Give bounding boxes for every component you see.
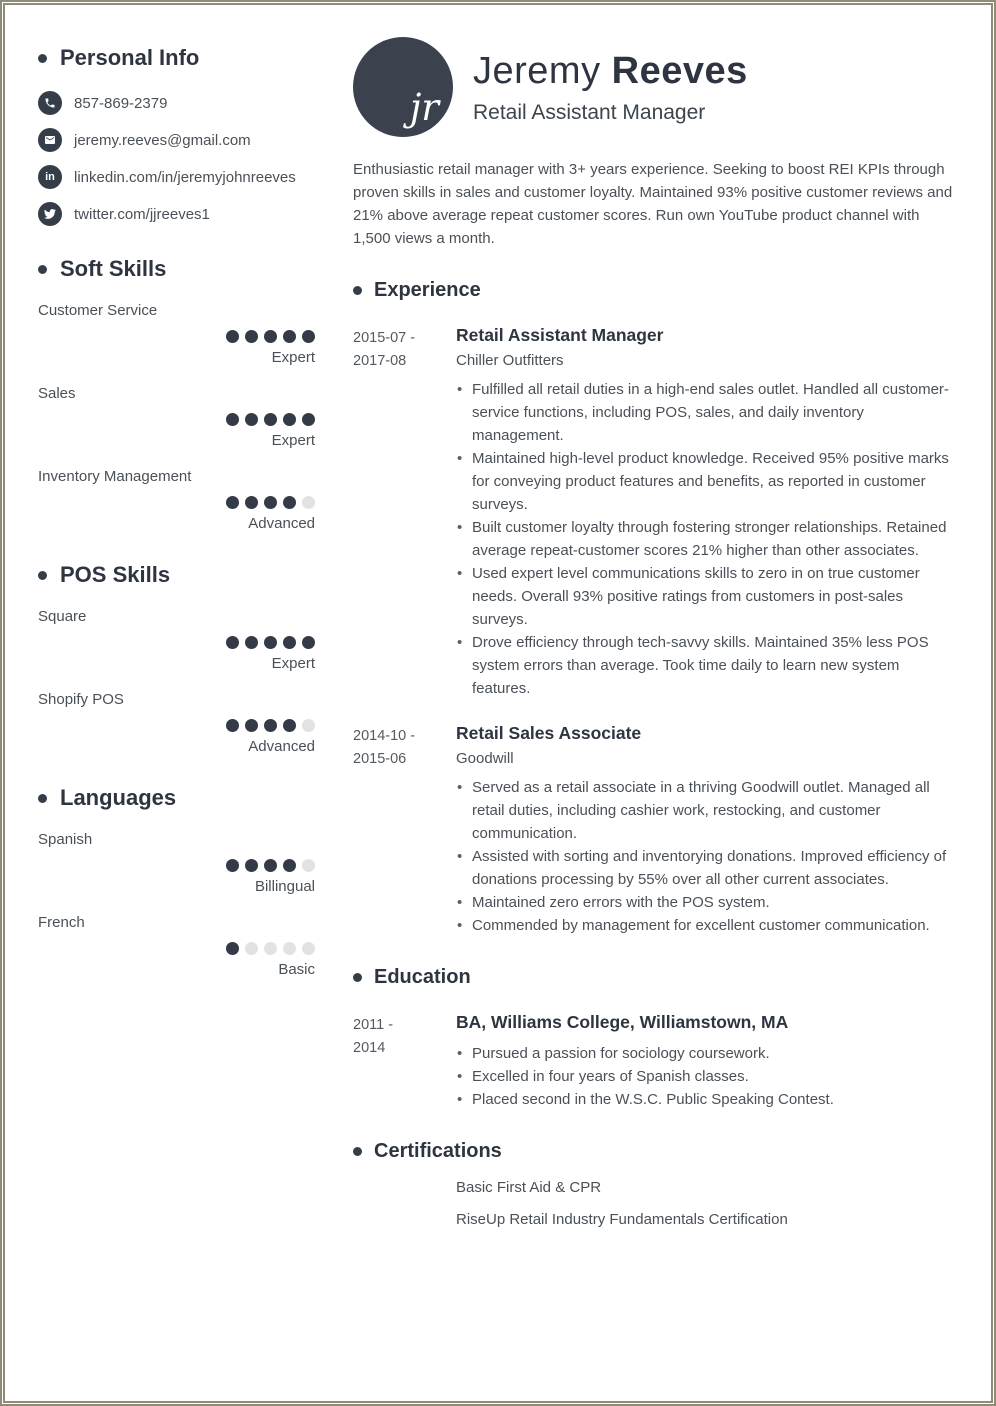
last-name: Reeves [611, 49, 748, 92]
level-dot [302, 859, 315, 872]
twitter-url[interactable]: twitter.com/jjreeves1 [74, 205, 210, 223]
level-dot [283, 719, 296, 732]
level-dot [264, 636, 277, 649]
email-address[interactable]: jeremy.reeves@gmail.com [74, 131, 251, 149]
skill-level-label: Advanced [248, 738, 315, 755]
section-bullet-icon [353, 973, 362, 982]
level-dot [226, 330, 239, 343]
skill-name: Customer Service [38, 302, 158, 319]
level-dot [264, 719, 277, 732]
job-bullet: • Served as a retail associate in a thriving Goodwill outlet. Managed all retail duties, including cashier work, restocking, and customer communication. [456, 776, 953, 845]
person-name [473, 50, 748, 93]
soft-skills-heading-label: Soft Skills [60, 256, 167, 281]
pos-skills-heading [38, 562, 315, 588]
entry-body [456, 325, 953, 700]
job-bullet-list [456, 776, 953, 937]
skill-item [38, 302, 315, 366]
education-bullet: • Excelled in four years of Spanish classes. [456, 1065, 953, 1088]
language-item [38, 831, 315, 895]
job-title: Retail Assistant Manager [456, 325, 664, 345]
section-bullet-icon [353, 286, 362, 295]
date-from: 2014-10 - [353, 728, 416, 744]
section-bullet-icon [38, 571, 47, 580]
education-bullet: • Pursued a passion for sociology coursework. [456, 1042, 953, 1065]
email-icon [38, 128, 62, 152]
skill-level-dots [38, 413, 315, 426]
job-bullet: • Commended by management for excellent customer communication. [456, 914, 953, 937]
education-entry [353, 1012, 953, 1111]
level-dot [302, 496, 315, 509]
phone-number: 857-869-2379 [74, 94, 168, 112]
languages-heading [38, 785, 315, 811]
job-bullet: • Fulfilled all retail duties in a high-end sales outlet. Handled all customer-service functions, including POS, sales, and daily inventory management. [456, 378, 953, 447]
first-name: Jeremy [473, 49, 601, 92]
certifications-heading [353, 1140, 953, 1163]
phone-icon [38, 91, 62, 115]
job-bullet: • Built customer loyalty through fostering stronger relationships. Retained average repeat-customer scores 21% higher than other associates. [456, 516, 953, 562]
level-dot [245, 413, 258, 426]
sidebar [5, 5, 315, 1401]
contact-row-email [38, 128, 315, 152]
level-dot [264, 330, 277, 343]
level-dot [245, 859, 258, 872]
linkedin-url[interactable]: linkedin.com/in/jeremyjohnreeves [74, 168, 296, 186]
level-dot [283, 942, 296, 955]
job-title: Retail Sales Associate [456, 723, 642, 743]
skill-level-label: Advanced [248, 515, 315, 532]
certification-item: Basic First Aid & CPR [456, 1179, 602, 1196]
level-dot [226, 859, 239, 872]
date-to: 2015-06 [353, 751, 407, 767]
date-to: 2014 [353, 1040, 386, 1056]
date-from: 2015-07 - [353, 330, 416, 346]
job-bullet: • Maintained high-level product knowledge. Received 95% positive marks for conveying product features and benefits, as reported in customer surveys. [456, 447, 953, 516]
section-bullet-icon [38, 54, 47, 63]
level-dot [264, 859, 277, 872]
company-name: Goodwill [456, 750, 514, 767]
section-bullet-icon [38, 794, 47, 803]
entry-body [456, 1012, 953, 1111]
skill-name: Inventory Management [38, 468, 192, 485]
resume-header [353, 37, 953, 137]
level-dot [302, 942, 315, 955]
skill-item [38, 691, 315, 755]
skill-name: Shopify POS [38, 691, 124, 708]
level-dot [283, 859, 296, 872]
skill-level-label: Expert [271, 349, 315, 366]
level-dot [245, 330, 258, 343]
date-to: 2017-08 [353, 353, 407, 369]
skill-level-label: Expert [271, 432, 315, 449]
skill-level-dots [38, 719, 315, 732]
contact-row-twitter [38, 202, 315, 226]
level-dot [226, 496, 239, 509]
contact-row-linkedin [38, 165, 315, 189]
level-dot [302, 413, 315, 426]
summary-paragraph: Enthusiastic retail manager with 3+ years experience. Seeking to boost REI KPIs through proven skills in sales and customer loyalty. Maintained 93% positive customer reviews and 21% above average repeat customer scores. Run own YouTube product channel with 1,500 views a month. [353, 161, 953, 247]
level-dot [264, 942, 277, 955]
languages-section [38, 785, 315, 978]
entry-dates [353, 723, 456, 937]
language-name: French [38, 914, 85, 931]
certification-item: RiseUp Retail Industry Fundamentals Certification [456, 1211, 788, 1228]
language-level-dots [38, 942, 315, 955]
job-bullet: • Used expert level communications skills to zero in on true customer needs. Overall 93% positive ratings from customers in post-sales surveys. [456, 562, 953, 631]
education-bullet-list [456, 1042, 953, 1111]
language-level-label: Basic [278, 961, 315, 978]
twitter-icon [38, 202, 62, 226]
level-dot [264, 413, 277, 426]
language-level-label: Billingual [254, 878, 315, 895]
language-name: Spanish [38, 831, 93, 848]
personal-info-heading [38, 45, 315, 71]
experience-heading-label: Experience [374, 279, 481, 301]
skill-level-dots [38, 330, 315, 343]
avatar-initials: jr [409, 86, 439, 129]
linkedin-icon: in [38, 165, 62, 189]
languages-heading-label: Languages [60, 785, 177, 810]
level-dot [283, 496, 296, 509]
level-dot [283, 413, 296, 426]
level-dot [245, 942, 258, 955]
contact-row-phone [38, 91, 315, 115]
section-bullet-icon [353, 1147, 362, 1156]
section-bullet-icon [38, 265, 47, 274]
level-dot [245, 636, 258, 649]
pos-skills-heading-label: POS Skills [60, 562, 171, 587]
company-name: Chiller Outfitters [456, 352, 564, 369]
level-dot [302, 636, 315, 649]
degree-title: BA, Williams College, Williamstown, MA [456, 1012, 789, 1032]
entry-dates [353, 325, 456, 700]
skill-level-dots [38, 496, 315, 509]
level-dot [245, 719, 258, 732]
certifications-heading-label: Certifications [374, 1140, 502, 1162]
level-dot [226, 636, 239, 649]
entry-body [456, 723, 953, 937]
skill-level-dots [38, 636, 315, 649]
experience-entry [353, 723, 953, 937]
level-dot [245, 496, 258, 509]
job-bullet: • Maintained zero errors with the POS system. [456, 891, 953, 914]
date-from: 2011 - [353, 1017, 394, 1033]
education-heading [353, 966, 953, 989]
pos-skills-section [38, 562, 315, 755]
job-bullet: • Assisted with sorting and inventorying donations. Improved efficiency of donations processing by 55% over all other current associates. [456, 845, 953, 891]
level-dot [226, 942, 239, 955]
level-dot [283, 330, 296, 343]
skill-item [38, 468, 315, 532]
header-text [473, 50, 748, 125]
language-item [38, 914, 315, 978]
level-dot [264, 496, 277, 509]
job-bullet-list [456, 378, 953, 700]
skill-name: Sales [38, 385, 76, 402]
level-dot [302, 719, 315, 732]
soft-skills-heading [38, 256, 315, 282]
avatar [353, 37, 453, 137]
main-column [315, 5, 991, 1401]
skill-name: Square [38, 608, 87, 625]
skill-item [38, 385, 315, 449]
soft-skills-section [38, 256, 315, 532]
experience-entry [353, 325, 953, 700]
job-bullet: • Drove efficiency through tech-savvy skills. Maintained 35% less POS system errors than average. Took time daily to learn new system features. [456, 631, 953, 700]
entry-dates [353, 1012, 456, 1111]
personal-info-heading-label: Personal Info [60, 45, 200, 70]
level-dot [226, 719, 239, 732]
person-job-title: Retail Assistant Manager [473, 100, 706, 124]
skill-level-label: Expert [271, 655, 315, 672]
language-level-dots [38, 859, 315, 872]
skill-item [38, 608, 315, 672]
certifications-list [456, 1179, 953, 1228]
level-dot [226, 413, 239, 426]
level-dot [302, 330, 315, 343]
education-heading-label: Education [374, 966, 471, 988]
level-dot [283, 636, 296, 649]
experience-heading [353, 279, 953, 302]
education-bullet: • Placed second in the W.S.C. Public Speaking Contest. [456, 1088, 953, 1111]
